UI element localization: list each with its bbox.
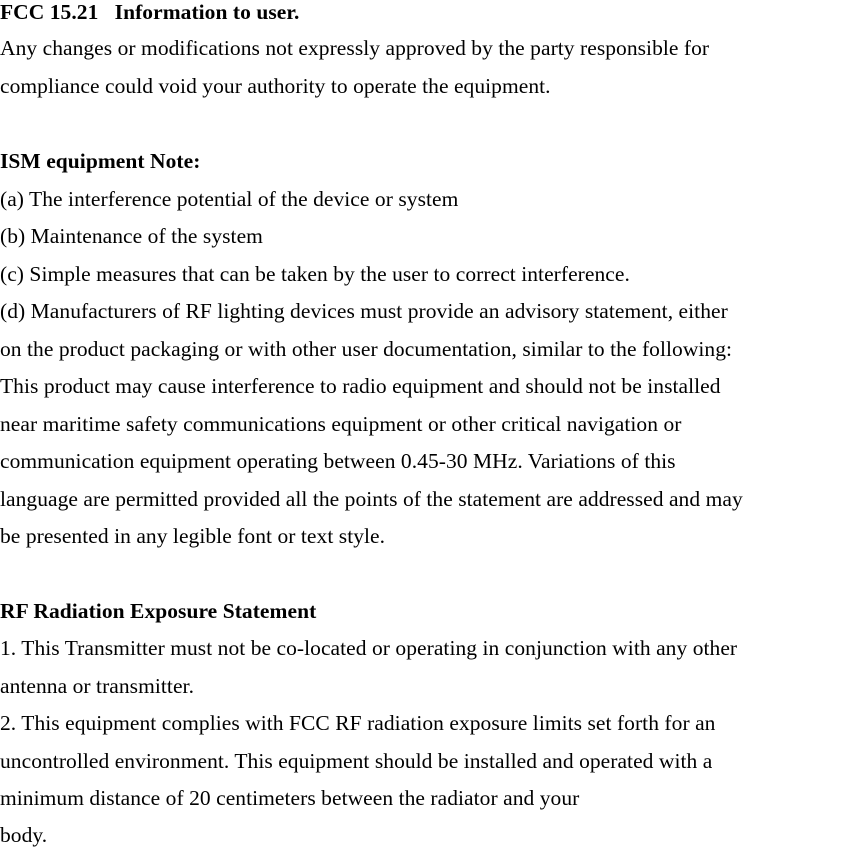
ism-item-d-line: language are permitted provided all the points of the statement are addressed and may [0, 487, 743, 511]
rf-item-2-line: 2. This equipment complies with FCC RF radiation exposure limits set forth for an [0, 711, 716, 735]
rf-item-2-line: minimum distance of 20 centimeters between the radiator and your [0, 786, 580, 810]
ism-item-d-line: communication equipment operating between 0.45-30 MHz. Variations of this [0, 449, 676, 473]
ism-item-c: (c) Simple measures that can be taken by the user to correct interference. [0, 262, 630, 286]
ism-item-d-line: This product may cause interference to radio equipment and should not be installed [0, 374, 721, 398]
ism-heading: ISM equipment Note: [0, 149, 201, 173]
ism-item-d-line: near maritime safety communications equipment or other critical navigation or [0, 412, 682, 436]
ism-item-d-line: on the product packaging or with other user documentation, similar to the following: [0, 337, 733, 361]
rf-item-2-line: uncontrolled environment. This equipment should be installed and operated with a [0, 749, 713, 773]
fcc-heading: FCC 15.21 Information to user. [0, 0, 300, 24]
rf-heading: RF Radiation Exposure Statement [0, 599, 317, 623]
rf-item-1-line: 1. This Transmitter must not be co-located or operating in conjunction with any other [0, 636, 738, 660]
fcc-body-line: Any changes or modifications not expressly approved by the party responsible for [0, 36, 710, 60]
fcc-body-line: compliance could void your authority to operate the equipment. [0, 74, 551, 98]
ism-item-b: (b) Maintenance of the system [0, 224, 263, 248]
ism-item-a: (a) The interference potential of the device or system [0, 187, 459, 211]
ism-item-d-line: be presented in any legible font or text style. [0, 524, 386, 548]
rf-item-1-line: antenna or transmitter. [0, 674, 194, 698]
rf-item-2-line: body. [0, 823, 48, 847]
ism-item-d-line: (d) Manufacturers of RF lighting devices must provide an advisory statement, either [0, 299, 728, 323]
